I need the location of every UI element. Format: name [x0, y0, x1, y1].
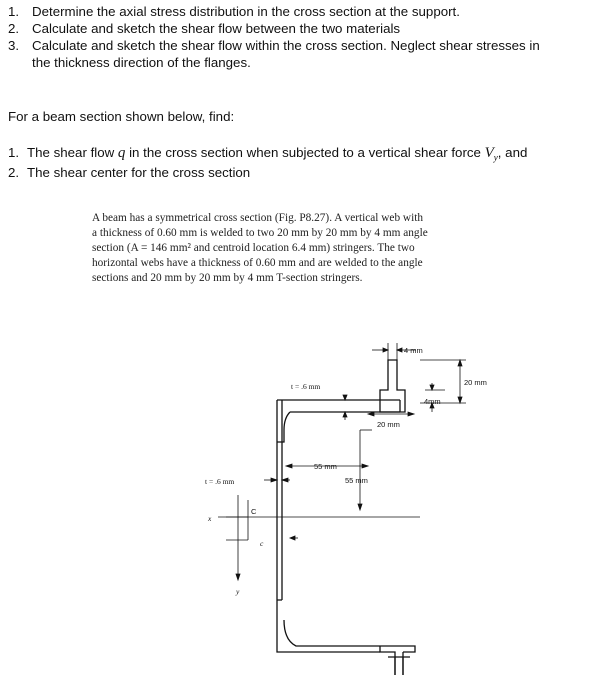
thickness-left-label: t = .6 mm: [205, 477, 235, 486]
task-text: Determine the axial stress distribution in the cross section at the support.: [32, 4, 460, 19]
problem-line: sections and 20 mm by 20 mm by 4 mm T-section stringers.: [92, 272, 363, 284]
x-axis-label: x: [208, 514, 212, 523]
dim-20mm-right: 20 mm: [464, 378, 487, 387]
intro-text: For a beam section shown below, find:: [8, 109, 235, 124]
bottom-angle-stringer: [277, 600, 380, 652]
shear-force-subscript: y: [493, 152, 498, 163]
top-t-stringer: [380, 360, 405, 412]
dim-4mm-side: 4mm: [424, 397, 441, 406]
task-number: 2.: [8, 21, 20, 36]
find-number: 1.: [8, 145, 20, 160]
thickness-top-label: t = .6 mm: [291, 382, 321, 391]
problem-line: a thickness of 0.60 mm is welded to two 20 mm by 20 mm by 4 mm angle: [92, 227, 428, 239]
task-text: Calculate and sketch the shear flow between the two materials: [32, 21, 401, 36]
find-text-pre: The shear flow: [27, 145, 118, 160]
dim-55mm-vertical: 55 mm: [345, 476, 368, 485]
dim-4mm-top: 4 mm: [404, 346, 423, 355]
shear-center-label: c: [260, 539, 264, 548]
find-text-post: , and: [497, 145, 528, 160]
dim-20mm-bottom: 20 mm: [377, 420, 400, 429]
dim-55mm-horizontal: 55 mm: [314, 462, 337, 471]
problem-line: A beam has a symmetrical cross section (Fig. P8.27). A vertical web with: [92, 212, 423, 224]
y-axis-label: y: [236, 587, 240, 596]
shear-force-symbol: V: [484, 145, 494, 161]
find-text: The shear center for the cross section: [27, 165, 251, 180]
shear-flow-symbol: q: [117, 145, 126, 161]
task-number: 3.: [8, 38, 20, 53]
find-text-mid: in the cross section when subjected to a vertical shear force: [125, 145, 485, 160]
find-number: 2.: [8, 165, 20, 180]
task-text-continued: the thickness direction of the flanges.: [32, 55, 251, 70]
task-number: 1.: [8, 4, 20, 19]
centroid-box-label: C: [251, 507, 257, 516]
task-text: Calculate and sketch the shear flow within the cross section. Neglect shear stresses in: [32, 38, 540, 53]
bottom-t-stringer: [380, 646, 415, 675]
problem-line: horizontal webs have a thickness of 0.60 mm and are welded to the angle: [92, 257, 423, 269]
problem-line: section (A = 146 mm² and centroid location 6.4 mm) stringers. The two: [92, 242, 415, 254]
